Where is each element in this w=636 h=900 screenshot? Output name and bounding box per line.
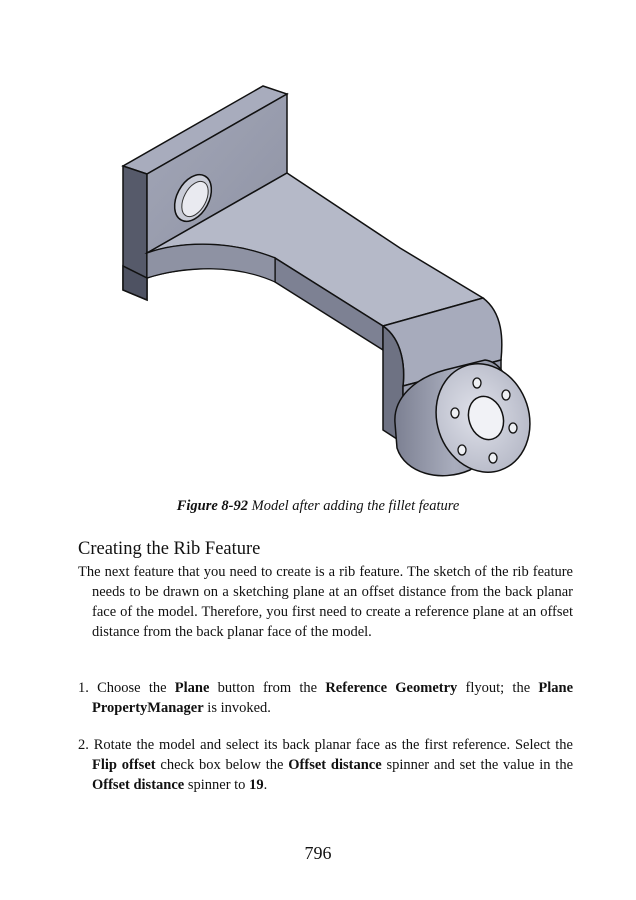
- step-1-text-b: button from the: [217, 680, 318, 696]
- figure-caption: [0, 498, 636, 515]
- plane-propertymanager-label: Plane PropertyManager: [92, 680, 574, 716]
- figure-label: Figure 8-92: [176, 498, 248, 514]
- step-1-text-c: flyout; the: [465, 680, 531, 696]
- step-2-text-d: spinner to: [187, 777, 246, 793]
- offset-distance-label-2: Offset distance: [92, 777, 185, 793]
- step-2-text-a: Rotate the model and select its back planar face as the first reference. Select the: [93, 737, 573, 753]
- step-2-text-b: check box below the: [160, 757, 284, 773]
- offset-distance-label: Offset distance: [288, 757, 382, 773]
- offset-value: 19: [249, 777, 264, 793]
- step-1-text-d: is invoked.: [207, 700, 271, 716]
- step-2-number: 2.: [78, 737, 89, 753]
- step-1: [78, 678, 573, 718]
- plane-button-label: Plane: [174, 680, 210, 696]
- step-2-text-c: spinner and set the value in the: [386, 757, 574, 773]
- step-2: [78, 735, 573, 795]
- model-illustration: [115, 78, 535, 496]
- figure-caption-text: Model after adding the fillet feature: [251, 498, 460, 514]
- step-2-text-e: .: [263, 777, 268, 793]
- step-1-text-a: Choose the: [97, 680, 167, 696]
- reference-geometry-label: Reference Geometry: [325, 680, 458, 696]
- flip-offset-label: Flip offset: [92, 757, 156, 773]
- intro-paragraph: The next feature that you need to create is a rib feature. The sketch of the rib feature needs to be drawn on a sketching plane at an offset distance from the back planar face of the model. Therefore, you first need to create a reference plane at an offset distance from the back planar face of the model.: [78, 564, 573, 640]
- page-number: 796: [304, 843, 332, 863]
- step-1-number: 1.: [78, 680, 89, 696]
- section-heading: Creating the Rib Feature: [78, 539, 261, 559]
